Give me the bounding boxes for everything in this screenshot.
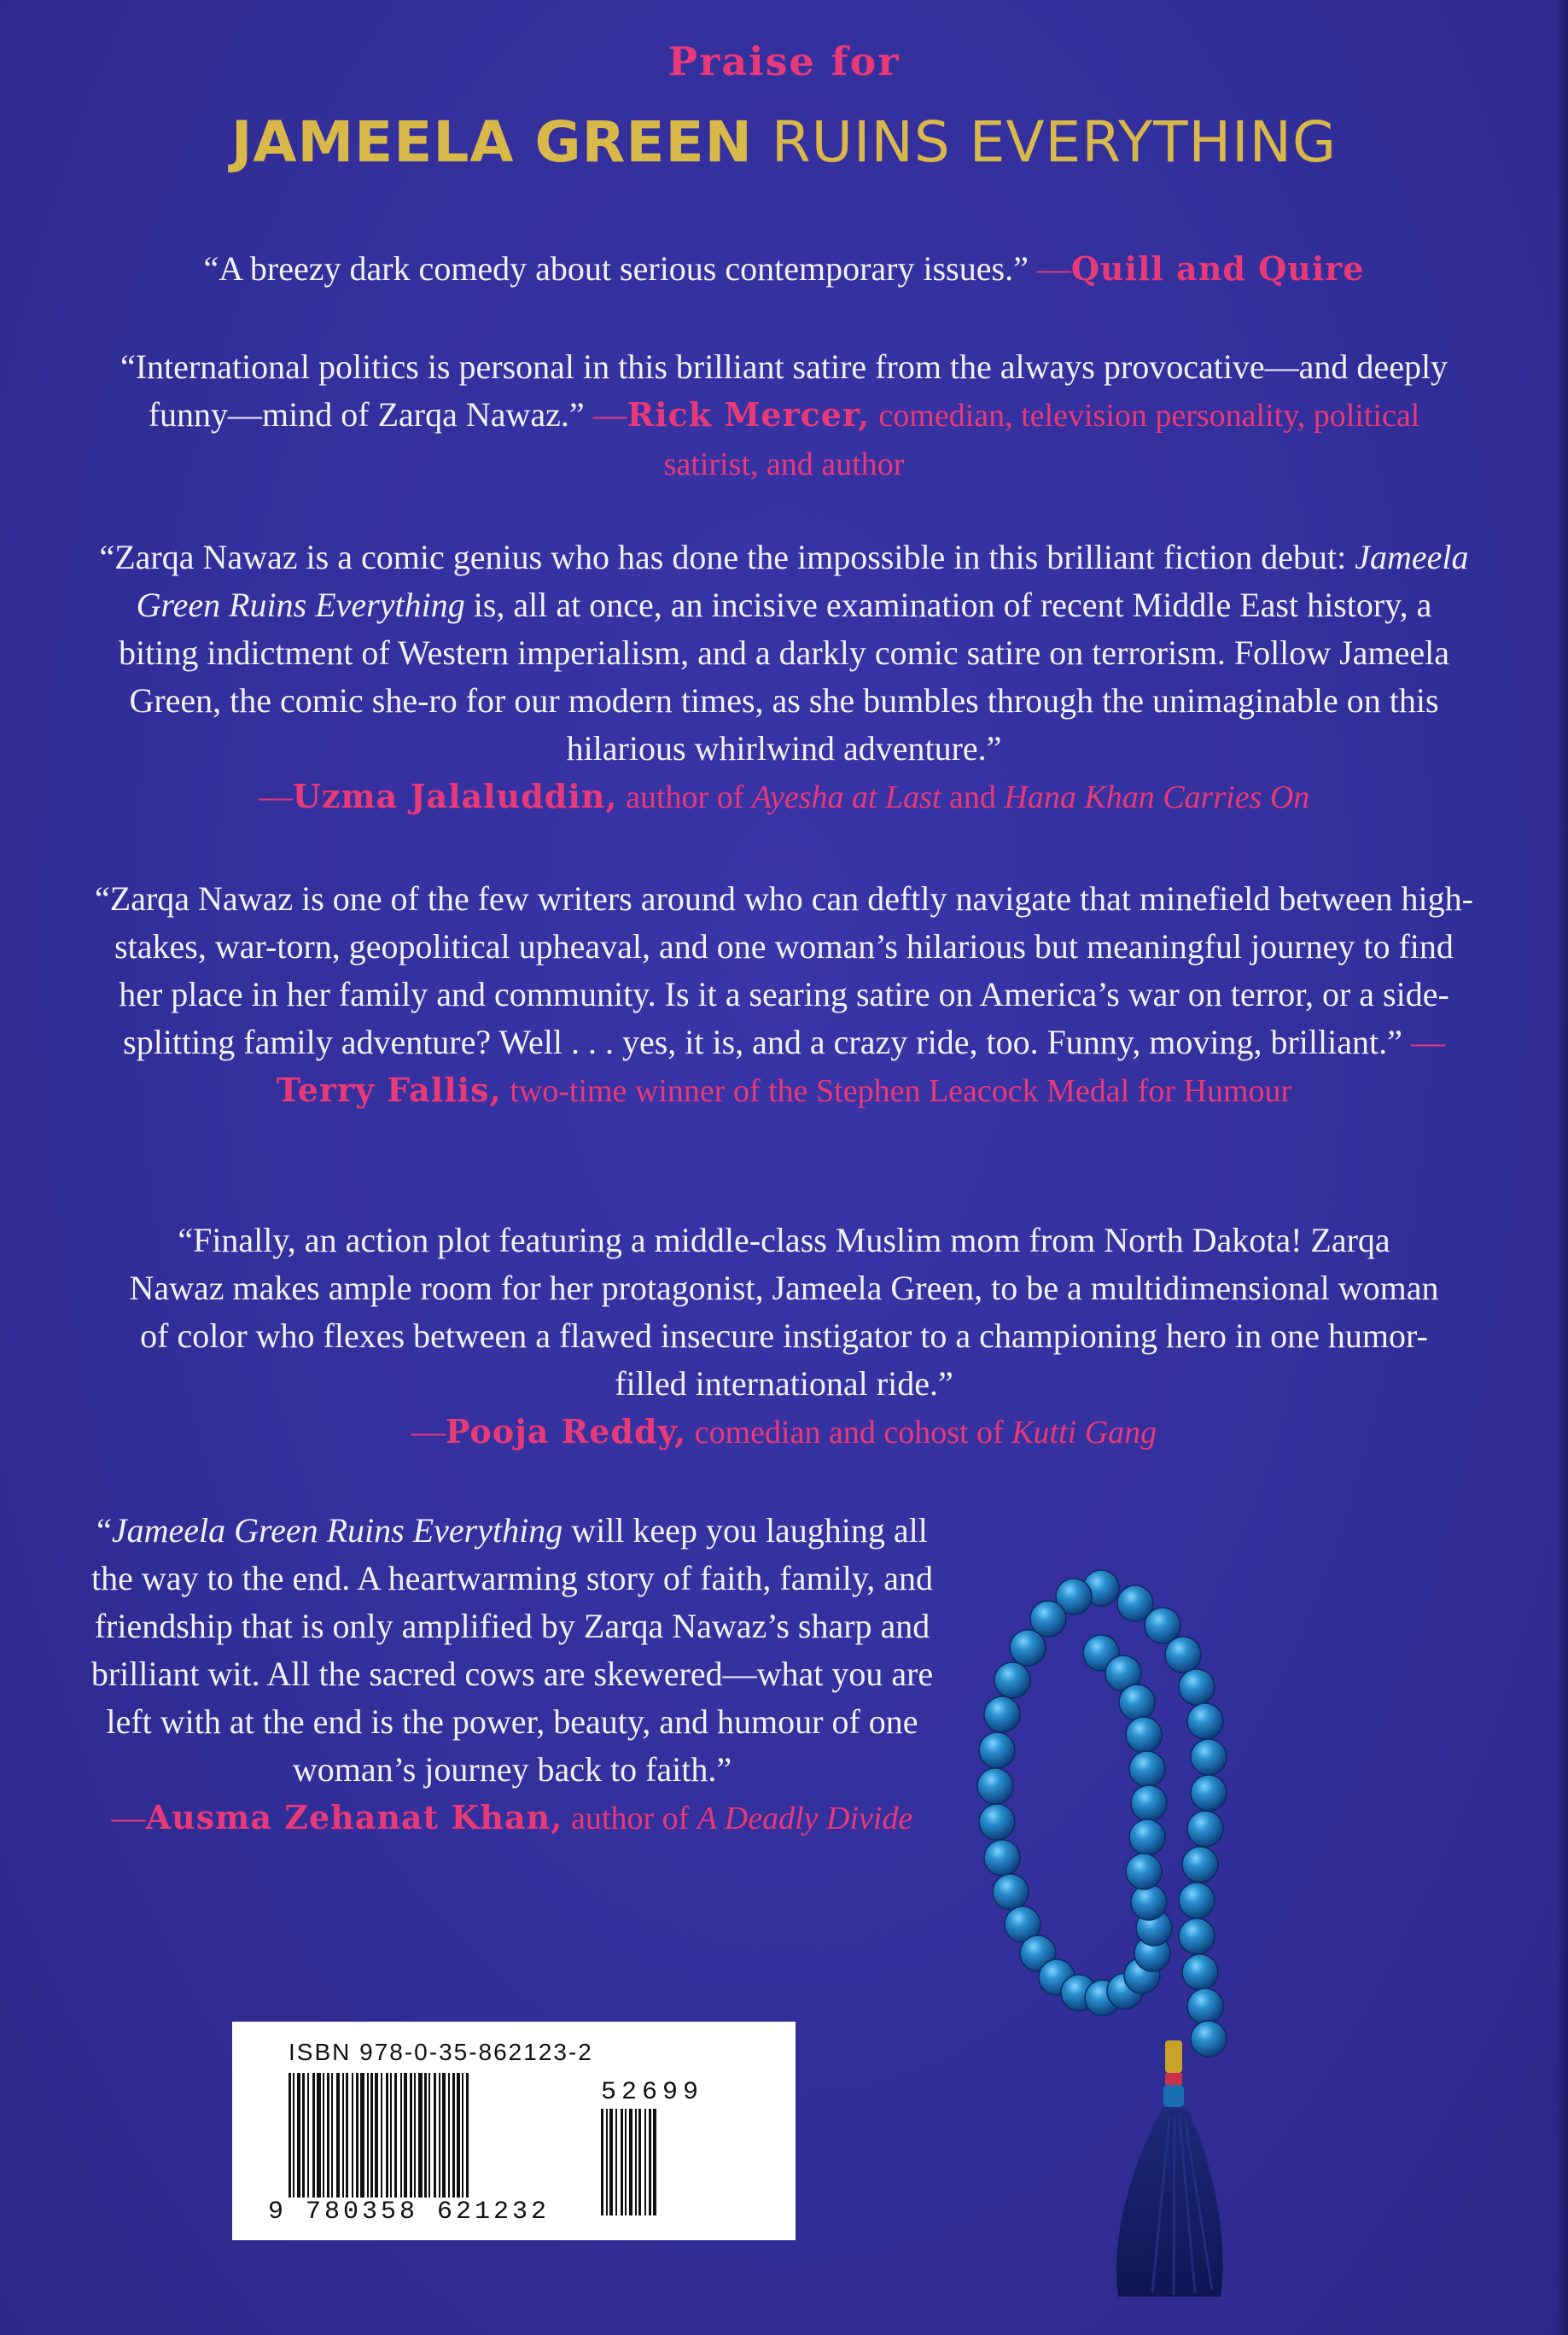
prayer-bead [1010,1630,1046,1666]
book-title-bold: JAMEELA GREEN [230,109,753,175]
attribution-name: Terry Fallis, [276,1071,502,1109]
attribution-name: Pooja Reddy, [445,1412,687,1451]
attribution-dash: — [1036,249,1071,288]
attribution-dash: — [1410,1023,1445,1061]
prayer-bead [1129,1819,1165,1855]
blurb-rick-mercer [119,343,1449,488]
prayer-bead [1191,2021,1227,2057]
prayer-bead [1131,1884,1167,1920]
prayer-bead [993,1874,1029,1910]
blurb-quill-and-quire [51,245,1517,293]
prayer-bead [1179,1918,1215,1954]
blurb-quote-end: is, all at once, an incisive examination of recent Middle East history, a biting indictment of Western imperialism, and a darkly comic satire on terrorism. Follow Jameela Green, the comic she-ro for our modern times, as she bumbles through the unimaginable on this hilarious whirlwind adventure.” [119,586,1449,768]
prayer-bead [1165,1637,1201,1672]
attribution-name: Uzma Jalaluddin, [292,777,618,815]
book-title-rest: RUINS EVERYTHING [771,109,1338,175]
isbn-barcode [232,2022,796,2240]
attribution-book: A Deadly Divide [697,1801,913,1836]
prayer-bead [977,1768,1013,1804]
barcode-addon-bars [601,2109,705,2215]
blurb-quote: “Finally, an action plot featuring a middle-class Muslim mom from North Dakota! Zarqa Nawaz makes ample room for her protagonist, Jameela Green, to be a multidimensional woman of color who flexes between a flawed insecure instigator to a championing hero in one humor-filled international ride.” [129,1221,1439,1403]
attribution-and: and [941,779,1005,815]
blurb-ausma-zehanat-khan [85,1507,939,1842]
blurb-quote-start: “Zarqa Nawaz is a comic genius who has done the impossible in this brilliant fiction debut: [99,538,1355,576]
attribution-show: Kutti Gang [1011,1415,1157,1451]
prayer-bead [1179,1669,1215,1705]
attribution-book-1: Ayesha at Last [751,779,941,815]
barcode-gap [656,2109,659,2215]
prayer-bead [1119,1684,1155,1720]
attribution-dash: — [411,1412,446,1451]
attribution-name: Rick Mercer, [627,395,871,434]
prayer-bead [1129,1751,1165,1787]
tassel [1116,2040,1223,2297]
prayer-beads-illustration [939,1562,1332,2314]
prayer-bead [979,1804,1015,1840]
blurb-quote-book-title: Jameela Green Ruins Everything [111,1511,563,1550]
prayer-bead [1182,1847,1218,1883]
cover-edge-shadow [1556,0,1568,2335]
attribution-dash: — [592,395,627,434]
blurb-pooja-reddy [128,1217,1440,1456]
prayer-bead [1187,1703,1223,1739]
prayer-bead [1179,1883,1215,1918]
attribution-description: comedian, television personality, political satirist, and author [663,398,1420,482]
praise-for-heading: Praise for [667,38,901,85]
prayer-bead [984,1840,1020,1876]
blurb-quote: “International politics is personal in this brilliant satire from the always provocative—and deeply funny—mind of Zarqa Nawaz.” [119,347,1449,434]
attribution-name: Ausma Zehanat Khan, [145,1798,563,1836]
blurb-quote: “A breezy dark comedy about serious contemporary issues.” [203,249,1029,288]
blurb-terry-fallis [90,875,1478,1115]
prayer-bead [1191,1739,1227,1775]
blurb-quote-book-title: Jameela Green Ruins Everything [136,538,1469,624]
blurb-quote-end: will keep you laughing all the way to the end. A heartwarming story of faith, family, and friendship that is only amplified by Zarqa Nawaz’s sharp and brilliant wit. All the sacred cows are skewered—what you are left with at the end is the power, beauty, and humour of one woman’s journey back to faith.” [90,1511,934,1789]
attribution-name: Quill and Quire [1070,249,1365,288]
prayer-bead [1126,1853,1162,1889]
blurb-quote-open: “ [96,1511,112,1550]
prayer-bead [1187,1811,1223,1847]
attribution-dash: — [111,1798,146,1836]
prayer-bead [1182,1954,1218,1990]
barcode-bars [289,2073,621,2205]
barcode-addon-digits: 52699 [601,2078,704,2107]
barcode-bar [466,2073,469,2205]
attribution-description: two-time winner of the Stephen Leacock Medal for Humour [501,1073,1292,1109]
prayer-bead [1131,1785,1167,1821]
book-title [0,109,1568,175]
attribution-description: author of [617,779,752,815]
prayer-bead [1126,1717,1162,1753]
isbn-label: ISBN 978-0-35-862123-2 [289,2039,593,2065]
attribution-book-2: Hana Khan Carries On [1004,779,1310,815]
attribution-description: author of [562,1801,697,1836]
prayer-bead [984,1696,1020,1732]
barcode-digits: 9 780358 621232 [268,2198,551,2227]
prayer-bead [1191,1775,1227,1811]
attribution-dash: — [258,777,293,815]
blurb-uzma-jalaluddin [94,534,1474,821]
bead-group [977,1570,1227,2057]
prayer-bead [994,1662,1030,1698]
prayer-bead [979,1732,1015,1768]
blurb-quote: “Zarqa Nawaz is one of the few writers around who can deftly navigate that minefield between high-stakes, war-torn, geopolitical upheaval, and one woman’s hilarious but meaningful journey to find her place in her family and community. Is it a searing satire on America’s war on terror, or a side-splitting family adventure? Well . . . yes, it is, and a crazy ride, too. Funny, moving, brilliant.” [95,879,1473,1061]
prayer-bead [1187,1988,1223,2024]
attribution-description: comedian and cohost of [686,1415,1012,1451]
